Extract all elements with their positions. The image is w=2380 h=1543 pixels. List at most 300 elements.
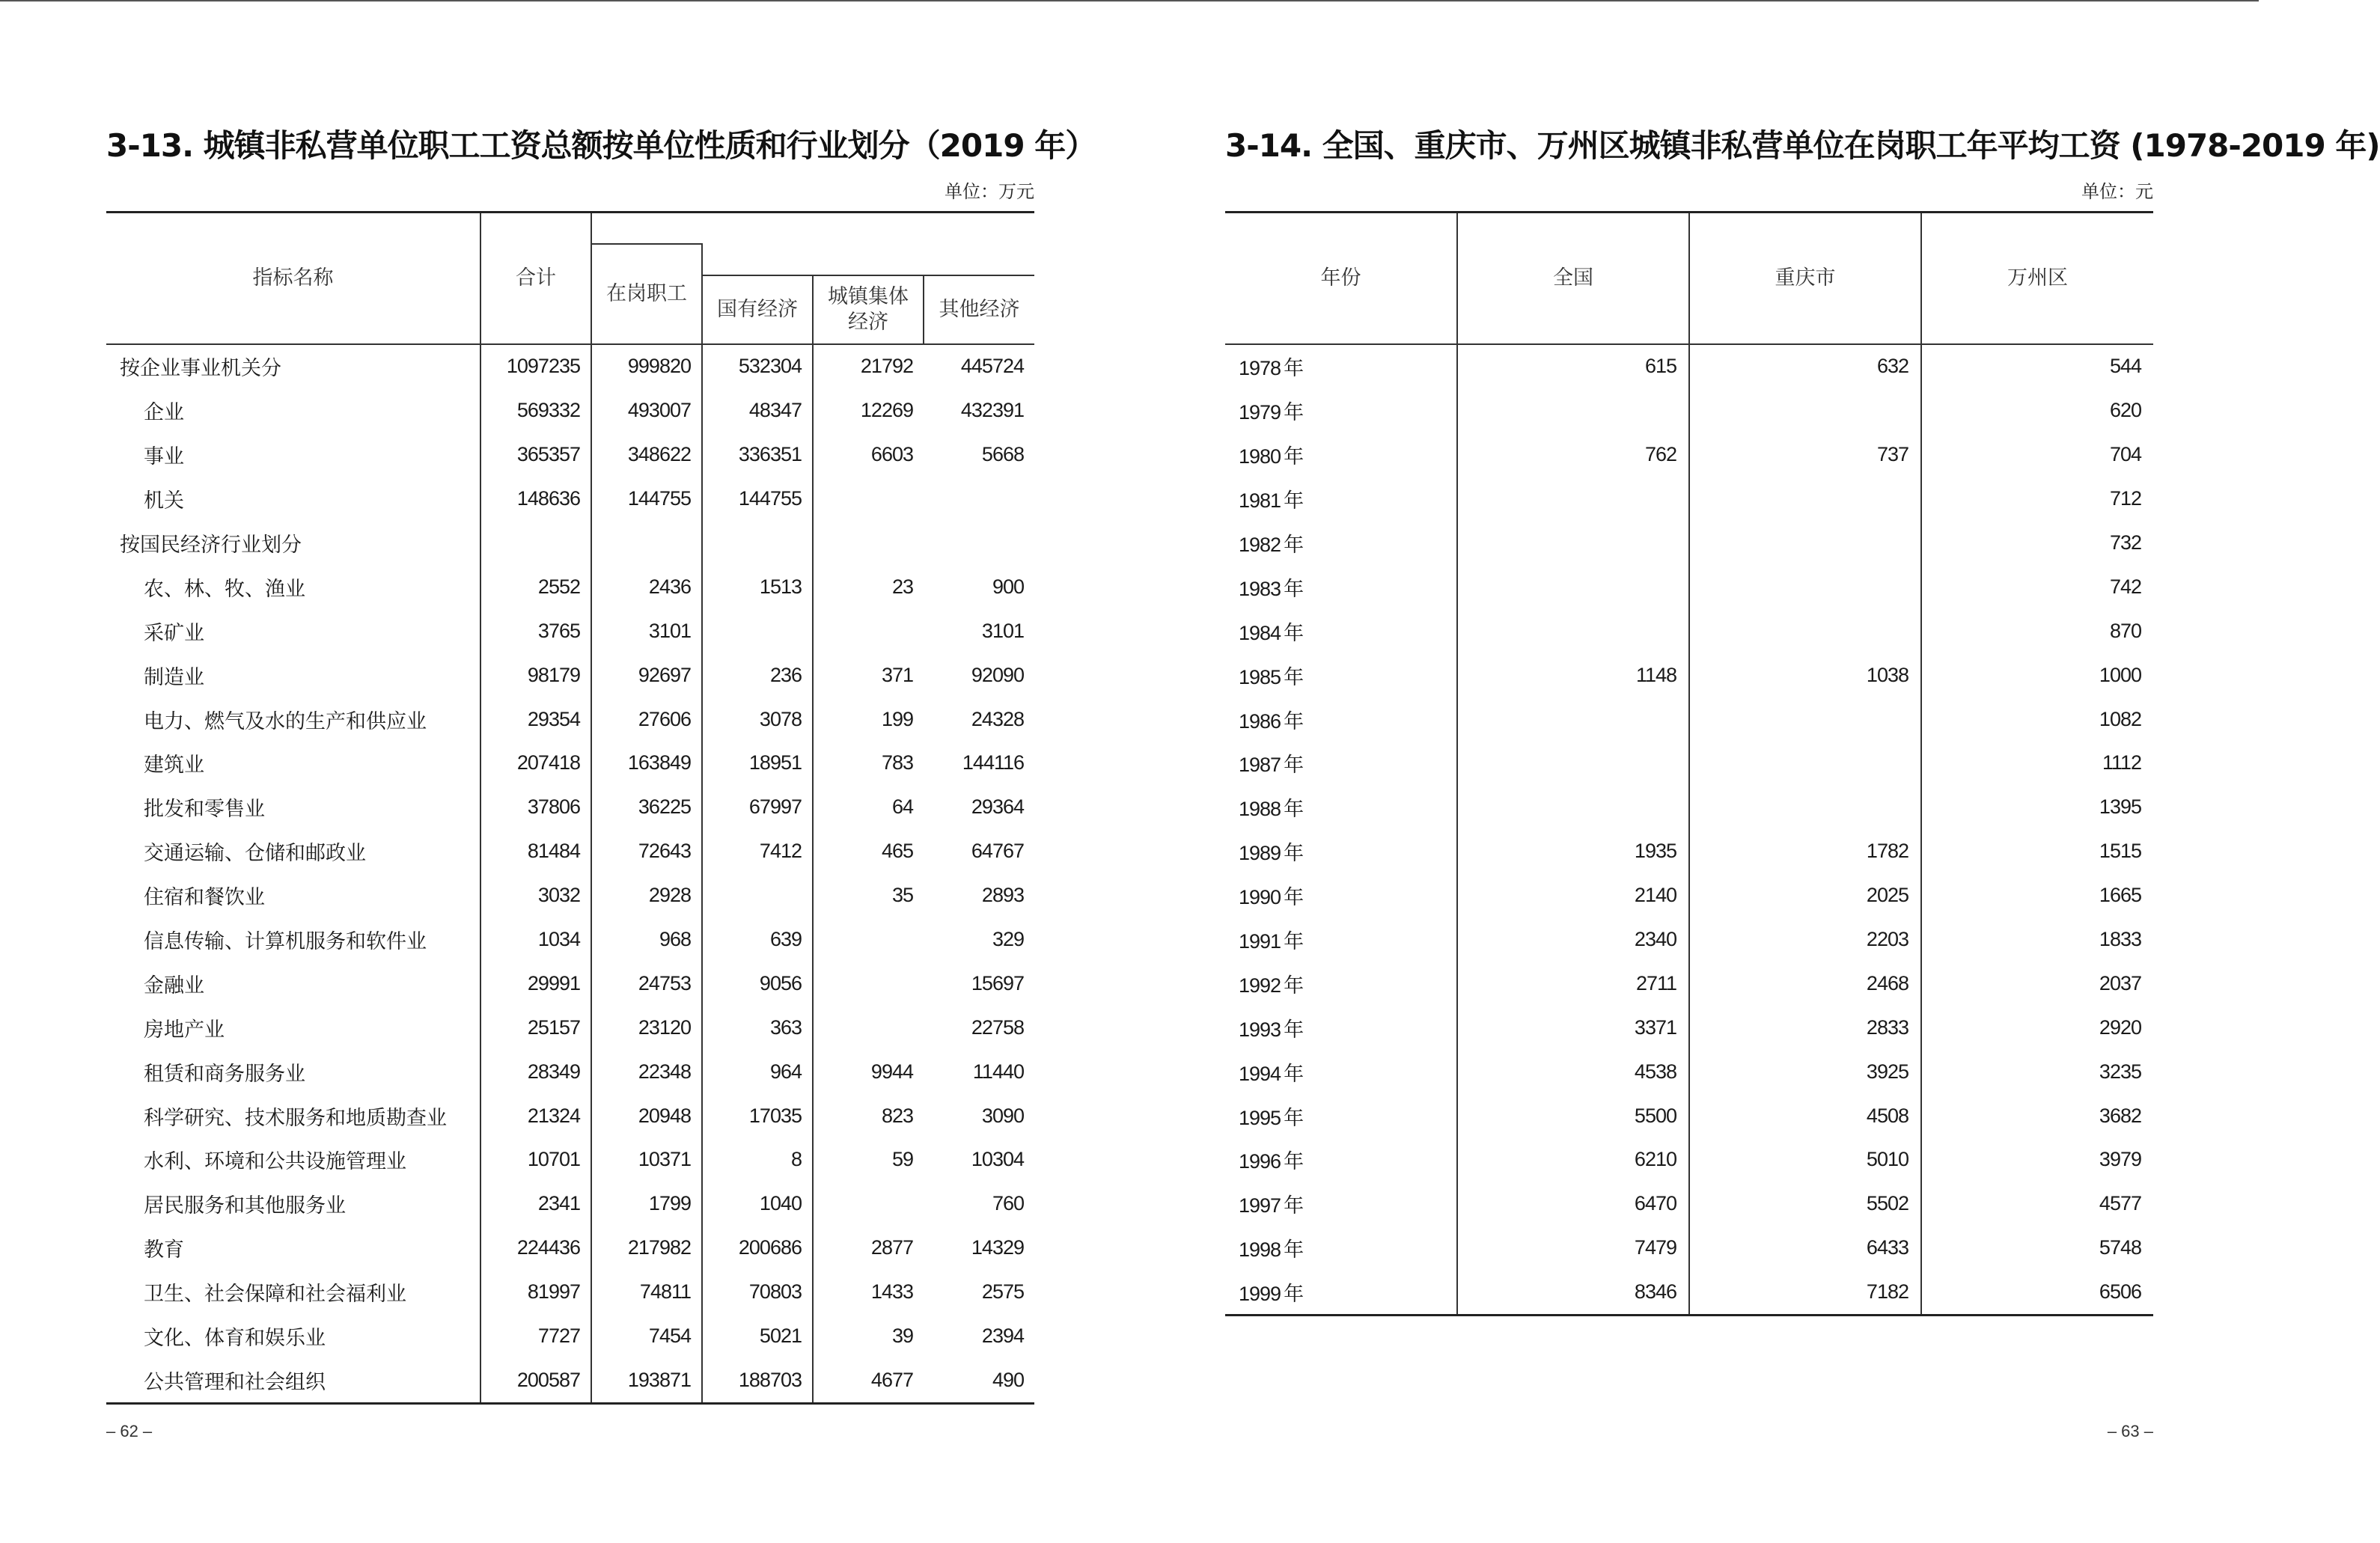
cell-chongqing: 6433: [1689, 1226, 1921, 1270]
cell-collective: 9944: [870, 1060, 913, 1083]
header-state-owned: 国有经济: [702, 275, 813, 344]
table-row: [106, 1358, 1034, 1403]
cell-total: 148636: [480, 477, 591, 521]
row-year: [1225, 565, 1457, 609]
table-row: [106, 917, 1034, 962]
cell-national: 615: [1457, 344, 1689, 389]
cell-chongqing: [1689, 565, 1921, 609]
cell-on-post: 7454: [591, 1314, 702, 1358]
cell-wanzhou: 4577: [1921, 1182, 2153, 1226]
table-row: [106, 962, 1034, 1006]
cell-total: 21324: [480, 1094, 591, 1138]
cell-on-post: 36225: [591, 785, 702, 829]
row-label: 房地产业: [106, 1006, 480, 1050]
cell-other: 445724: [960, 355, 1024, 378]
cell-national: [1457, 742, 1689, 786]
cell-state: 336351: [702, 433, 813, 477]
row-label: 事业: [106, 433, 480, 477]
year-suffix: 年: [1284, 930, 1305, 954]
year-value: 1981: [1239, 489, 1281, 513]
table-row: [106, 785, 1034, 829]
cell-total: 569332: [480, 388, 591, 433]
table-row: [1225, 609, 2153, 653]
table-row: [1225, 1050, 2153, 1094]
year-suffix: 年: [1284, 842, 1305, 866]
table-row: [1225, 742, 2153, 786]
header-other: 其他经济: [924, 275, 1034, 344]
cell-on-post: 193871: [591, 1358, 702, 1403]
cell-collective: 35: [891, 884, 913, 907]
table-row: [106, 477, 1034, 521]
year-value: 1998: [1239, 1238, 1281, 1262]
row-label: 制造业: [106, 653, 480, 697]
cell-other: 10304: [971, 1148, 1024, 1171]
cell-on-post: 968: [591, 917, 702, 962]
cell-collective: 465: [881, 840, 913, 863]
row-label: 机关: [106, 477, 480, 521]
cell-state: 48347: [702, 388, 813, 433]
row-label: 住宿和餐饮业: [106, 873, 480, 917]
year-suffix: 年: [1284, 445, 1305, 469]
cell-total: 29991: [480, 962, 591, 1006]
table-row: [106, 653, 1034, 697]
cell-other: 3090: [981, 1104, 1024, 1127]
cell-state: 17035: [702, 1094, 813, 1138]
cell-total: 365357: [480, 433, 591, 477]
cell-collective: 371: [881, 663, 913, 686]
cell-national: 3371: [1457, 1006, 1689, 1050]
table-row: [106, 829, 1034, 873]
year-value: 1999: [1239, 1283, 1281, 1306]
table-row: [1225, 565, 2153, 609]
cell-state: 18951: [702, 742, 813, 786]
row-year: [1225, 653, 1457, 697]
cell-collective: 1433: [870, 1280, 913, 1304]
cell-national: 1148: [1457, 653, 1689, 697]
cell-wanzhou: 1515: [1921, 829, 2153, 873]
row-label: 按企业事业机关分: [106, 344, 480, 389]
cell-total: 7727: [480, 1314, 591, 1358]
cell-other: 14329: [971, 1236, 1024, 1259]
cell-other: 490: [924, 1358, 1034, 1403]
cell-wanzhou: 3682: [1921, 1094, 2153, 1138]
row-label: 教育: [106, 1226, 480, 1270]
cell-state: 3078: [702, 697, 813, 742]
cell-chongqing: 2833: [1689, 1006, 1921, 1050]
year-value: 1996: [1239, 1150, 1281, 1173]
row-year: [1225, 1138, 1457, 1182]
year-value: 1986: [1239, 709, 1281, 733]
cell-wanzhou: 544: [1921, 344, 2153, 389]
cell-other: 22758: [971, 1015, 1024, 1039]
cell-other: 3101: [981, 619, 1024, 642]
row-label: 采矿业: [106, 609, 480, 653]
cell-chongqing: 2468: [1689, 962, 1921, 1006]
cell-other: 64767: [971, 840, 1024, 863]
cell-on-post: 3101: [591, 609, 702, 653]
table-row: [106, 1006, 1034, 1050]
year-value: 1988: [1239, 798, 1281, 821]
table-row: [106, 697, 1034, 742]
row-label: 金融业: [106, 962, 480, 1006]
cell-on-post: 1799: [591, 1182, 702, 1226]
row-year: [1225, 477, 1457, 521]
cell-state: [702, 521, 813, 565]
row-label: 居民服务和其他服务业: [106, 1182, 480, 1226]
year-value: 1995: [1239, 1106, 1281, 1129]
right-page: [1225, 0, 2380, 1543]
table-row: [1225, 433, 2153, 477]
year-value: 1984: [1239, 621, 1281, 644]
year-suffix: 年: [1284, 665, 1305, 689]
cell-collective: 64: [891, 795, 913, 819]
row-label: 水利、环境和公共设施管理业: [106, 1138, 480, 1182]
cell-national: [1457, 521, 1689, 565]
row-year: [1225, 521, 1457, 565]
cell-national: [1457, 697, 1689, 742]
header-spacer: [591, 213, 1034, 244]
cell-national: 7479: [1457, 1226, 1689, 1270]
year-value: 1993: [1239, 1018, 1281, 1041]
cell-other: 2575: [981, 1280, 1024, 1304]
year-value: 1994: [1239, 1062, 1281, 1085]
cell-collective: 199: [881, 707, 913, 730]
row-year: [1225, 433, 1457, 477]
cell-wanzhou: 3979: [1921, 1138, 2153, 1182]
header-spacer-2: [702, 244, 1034, 275]
table-row: [1225, 653, 2153, 697]
cell-collective: 4677: [813, 1358, 924, 1403]
cell-total: 2341: [480, 1182, 591, 1226]
year-suffix: 年: [1284, 489, 1305, 513]
cell-other: 329: [992, 928, 1024, 951]
cell-national: [1457, 388, 1689, 433]
header-indicator-name: 指标名称: [106, 213, 480, 344]
cell-wanzhou: 1833: [1921, 917, 2153, 962]
cell-state: 532304: [702, 344, 813, 389]
year-suffix: 年: [1284, 1106, 1305, 1130]
table-row: [106, 1138, 1034, 1182]
year-suffix: 年: [1284, 709, 1305, 733]
cell-chongqing: [1689, 785, 1921, 829]
year-suffix: 年: [1284, 1150, 1305, 1174]
cell-chongqing: 4508: [1689, 1094, 1921, 1138]
cell-other: 2394: [981, 1324, 1024, 1348]
cell-total: 28349: [480, 1050, 591, 1094]
cell-state: 363: [702, 1006, 813, 1050]
cell-collective: 39: [891, 1324, 913, 1348]
cell-other: 2893: [981, 884, 1024, 907]
cell-chongqing: [1689, 697, 1921, 742]
cell-on-post: 348622: [591, 433, 702, 477]
cell-other: 24328: [971, 707, 1024, 730]
row-year: [1225, 1050, 1457, 1094]
cell-on-post: [591, 521, 702, 565]
cell-chongqing: 1782: [1689, 829, 1921, 873]
year-value: 1982: [1239, 534, 1281, 556]
cell-total: 10701: [480, 1138, 591, 1182]
row-year: [1225, 962, 1457, 1006]
row-year: [1225, 829, 1457, 873]
cell-total: 98179: [480, 653, 591, 697]
cell-on-post: 24753: [591, 962, 702, 1006]
cell-state: 7412: [702, 829, 813, 873]
cell-chongqing: 2203: [1689, 917, 1921, 962]
cell-collective: 2877: [870, 1236, 913, 1259]
cell-chongqing: [1689, 742, 1921, 786]
year-suffix: 年: [1284, 1238, 1305, 1262]
cell-on-post: 92697: [591, 653, 702, 697]
cell-wanzhou: 2037: [1921, 962, 2153, 1006]
row-year: [1225, 388, 1457, 433]
cell-state: 1040: [702, 1182, 813, 1226]
cell-on-post: 74811: [591, 1270, 702, 1314]
table-row: [1225, 785, 2153, 829]
row-label: 信息传输、计算机服务和软件业: [106, 917, 480, 962]
row-year: [1225, 1226, 1457, 1270]
cell-on-post: 999820: [591, 344, 702, 389]
table-row: [1225, 1270, 2153, 1315]
table-row: [106, 433, 1034, 477]
header-year: 年份: [1225, 213, 1457, 344]
table-row: [106, 521, 1034, 565]
row-label: 建筑业: [106, 742, 480, 786]
row-year: [1225, 785, 1457, 829]
table-row: [106, 565, 1034, 609]
cell-collective: 6603: [870, 443, 913, 466]
cell-state: 9056: [702, 962, 813, 1006]
table-row: [1225, 1226, 2153, 1270]
row-label: 按国民经济行业划分: [106, 521, 480, 565]
cell-national: 4538: [1457, 1050, 1689, 1094]
year-value: 1989: [1239, 842, 1281, 865]
row-label: 交通运输、仓储和邮政业: [106, 829, 480, 873]
row-year: [1225, 697, 1457, 742]
cell-state: 8: [702, 1138, 813, 1182]
row-label: 公共管理和社会组织: [106, 1358, 480, 1403]
header-national: 全国: [1457, 213, 1689, 344]
left-page: [106, 0, 1096, 1543]
year-value: 1990: [1239, 886, 1281, 909]
cell-on-post: 20948: [591, 1094, 702, 1138]
row-label: 企业: [106, 388, 480, 433]
year-value: 1991: [1239, 930, 1281, 953]
cell-on-post: 22348: [591, 1050, 702, 1094]
cell-wanzhou: 742: [1921, 565, 2153, 609]
cell-collective: [813, 917, 924, 962]
cell-other: 900: [992, 575, 1024, 598]
cell-on-post: 217982: [591, 1226, 702, 1270]
year-value: 1987: [1239, 754, 1281, 777]
row-year: [1225, 1006, 1457, 1050]
cell-national: [1457, 477, 1689, 521]
cell-state: [702, 873, 813, 917]
cell-state: 236: [702, 653, 813, 697]
cell-national: 6470: [1457, 1182, 1689, 1226]
cell-wanzhou: 3235: [1921, 1050, 2153, 1094]
header-chongqing: 重庆市: [1689, 213, 1921, 344]
cell-total: 81484: [480, 829, 591, 873]
cell-chongqing: 737: [1689, 433, 1921, 477]
year-suffix: 年: [1284, 974, 1305, 997]
table-3-14: [1225, 211, 2153, 1316]
header-wanzhou: 万州区: [1921, 213, 2153, 344]
cell-chongqing: 632: [1689, 344, 1921, 389]
year-suffix: 年: [1284, 1062, 1305, 1086]
cell-state: 188703: [702, 1358, 813, 1403]
cell-other: 432391: [960, 399, 1024, 422]
cell-other: 15697: [971, 971, 1024, 994]
cell-other: 144116: [962, 751, 1024, 774]
cell-on-post: 72643: [591, 829, 702, 873]
cell-chongqing: 7182: [1689, 1270, 1921, 1315]
table-row: [106, 1226, 1034, 1270]
table-row: [1225, 477, 2153, 521]
cell-chongqing: 5010: [1689, 1138, 1921, 1182]
cell-wanzhou: 732: [1921, 521, 2153, 565]
cell-national: 5500: [1457, 1094, 1689, 1138]
table-row: [1225, 829, 2153, 873]
cell-other: 11440: [972, 1060, 1024, 1083]
table-row: [1225, 962, 2153, 1006]
table-row: [1225, 521, 2153, 565]
cell-total: 1097235: [480, 344, 591, 389]
page-number-right: – 63 –: [2107, 1422, 2153, 1440]
cell-chongqing: [1689, 477, 1921, 521]
cell-wanzhou: 704: [1921, 433, 2153, 477]
row-label: 租赁和商务服务业: [106, 1050, 480, 1094]
year-value: 1985: [1239, 665, 1281, 688]
cell-collective: 12269: [860, 399, 913, 422]
cell-wanzhou: 870: [1921, 609, 2153, 653]
row-label: 科学研究、技术服务和地质勘查业: [106, 1094, 480, 1138]
table-row: [1225, 1182, 2153, 1226]
table-row: [106, 1314, 1034, 1358]
table-row: [1225, 1094, 2153, 1138]
cell-national: 2140: [1457, 873, 1689, 917]
cell-total: 81997: [480, 1270, 591, 1314]
cell-chongqing: [1689, 388, 1921, 433]
cell-national: 8346: [1457, 1270, 1689, 1315]
cell-chongqing: 2025: [1689, 873, 1921, 917]
table-3-14-unit: 单位：元: [2081, 181, 2153, 202]
year-value: 1978: [1239, 357, 1281, 380]
cell-chongqing: 3925: [1689, 1050, 1921, 1094]
cell-national: 2711: [1457, 962, 1689, 1006]
cell-total: 3032: [480, 873, 591, 917]
cell-total: 3765: [480, 609, 591, 653]
cell-other: 92090: [971, 663, 1024, 686]
table-row: [106, 344, 1034, 389]
cell-total: 29354: [480, 697, 591, 742]
cell-wanzhou: 1000: [1921, 653, 2153, 697]
cell-on-post: 144755: [591, 477, 702, 521]
cell-collective: 783: [881, 751, 913, 774]
row-year: [1225, 873, 1457, 917]
table-row: [1225, 697, 2153, 742]
cell-wanzhou: 1395: [1921, 785, 2153, 829]
table-row: [106, 1050, 1034, 1094]
cell-wanzhou: 620: [1921, 388, 2153, 433]
cell-total: 2552: [480, 565, 591, 609]
cell-other: 760: [992, 1192, 1024, 1215]
year-suffix: 年: [1284, 886, 1305, 910]
year-suffix: 年: [1284, 534, 1305, 557]
table-row: [1225, 873, 2153, 917]
row-label: 卫生、社会保障和社会福利业: [106, 1270, 480, 1314]
cell-wanzhou: 5748: [1921, 1226, 2153, 1270]
table-row: [106, 1270, 1034, 1314]
cell-wanzhou: 1665: [1921, 873, 2153, 917]
cell-total: [480, 521, 591, 565]
table-row: [106, 1094, 1034, 1138]
year-suffix: 年: [1284, 798, 1305, 822]
cell-total: 37806: [480, 785, 591, 829]
cell-national: 762: [1457, 433, 1689, 477]
cell-national: [1457, 609, 1689, 653]
table-3-13-unit: 单位：万元: [945, 181, 1034, 202]
row-year: [1225, 344, 1457, 389]
cell-chongqing: [1689, 521, 1921, 565]
cell-state: 67997: [702, 785, 813, 829]
cell-collective: [813, 1006, 924, 1050]
cell-collective: [813, 521, 924, 565]
table-row: [106, 873, 1034, 917]
year-value: 1992: [1239, 974, 1281, 997]
cell-on-post: 493007: [591, 388, 702, 433]
cell-chongqing: 1038: [1689, 653, 1921, 697]
table-3-14-body: [1225, 344, 2153, 1316]
year-value: 1979: [1239, 401, 1281, 424]
cell-chongqing: [1689, 609, 1921, 653]
table-row: [1225, 917, 2153, 962]
year-value: 1997: [1239, 1194, 1281, 1217]
cell-wanzhou: 6506: [1921, 1270, 2153, 1315]
cell-total: 25157: [480, 1006, 591, 1050]
row-label: 电力、燃气及水的生产和供应业: [106, 697, 480, 742]
row-year: [1225, 1270, 1457, 1315]
table-row: [106, 742, 1034, 786]
cell-wanzhou: 1082: [1921, 697, 2153, 742]
cell-other: [924, 521, 1034, 565]
cell-national: 2340: [1457, 917, 1689, 962]
table-row: [106, 609, 1034, 653]
cell-on-post: 23120: [591, 1006, 702, 1050]
table-row: [1225, 1006, 2153, 1050]
cell-state: 70803: [702, 1270, 813, 1314]
row-label: 批发和零售业: [106, 785, 480, 829]
row-year: [1225, 917, 1457, 962]
year-value: 1983: [1239, 577, 1281, 600]
row-year: [1225, 1094, 1457, 1138]
cell-collective: 23: [891, 575, 913, 598]
cell-state: 5021: [702, 1314, 813, 1358]
header-total: 合计: [480, 213, 591, 344]
cell-chongqing: 5502: [1689, 1182, 1921, 1226]
year-value: 1980: [1239, 445, 1281, 468]
cell-national: [1457, 565, 1689, 609]
table-row: [1225, 344, 2153, 389]
cell-state: 144755: [702, 477, 813, 521]
table-row: [1225, 388, 2153, 433]
cell-state: 639: [702, 917, 813, 962]
cell-other: 29364: [971, 795, 1024, 819]
cell-on-post: 27606: [591, 697, 702, 742]
cell-other: 5668: [981, 443, 1024, 466]
cell-total: 200587: [480, 1358, 591, 1403]
cell-collective: [813, 1182, 924, 1226]
cell-wanzhou: 1112: [1921, 742, 2153, 786]
